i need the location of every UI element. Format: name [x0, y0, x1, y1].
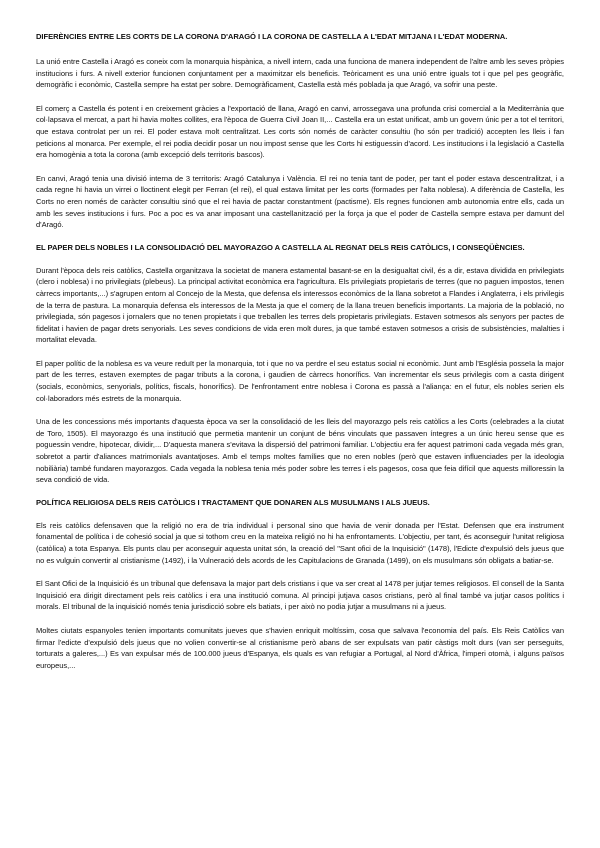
section-heading: EL PAPER DELS NOBLES I LA CONSOLIDACIÓ DEL MAYORAZGO A CASTELLA AL REGNAT DELS REIS CATÒLICS, I CONSEQÜÈNCIES. [36, 242, 525, 252]
paragraph: La unió entre Castella i Aragó es coneix com la monarquia hispànica, a nivell intern, cada una funciona de manera independent de l'altre amb les seves pròpies institucions i furs. A nivell exterior funcionen conjuntament per a maximitzar els beneficis. Teòricament es una unió entre iguals tot i que pel pes geogràfic, demogràfic i econòmic, Castella sempre ha estat per sobre. Demogràficament, Castella està més poblada ja que Aragó, va sofrir una peste. [36, 57, 564, 90]
paragraph: Durant l'època dels reis catòlics, Castella organitzava la societat de manera estamental basant-se en la desigualtat civil, és a dir, estava dividida en privilegiats (clero i noblesa) i no privilegiats (plebeus). La principal activitat econòmica era l'agricultura. Els privilegiats propietaris de terres (que no paguen impostos, tenen càrrecs importants,...) s'agrupen entorn al Concejo de la Mesta, que defensa els interessos econòmics de la llana sobretot a Flandes i Anglaterra, i els privilegis de la terra de pastura. La monarquia defensa els interessos de la Mesta ja que el comerç de la llana treuen beneficis importants. La majoria de la població, no privilegiada, són pagesos i jornalers que no tenen propietats i que treballen les terres dels propietaris privilegiats. Estaven sotmesos als senyors per pactes de fidelitat i havien de pagar drets senyorials. Les seves condicions de vida eren molt dures, ja que també estaven sotmesos a crisis de subsistències, malalties i mortalitat elevada. [36, 265, 564, 345]
paragraph: El comerç a Castella és potent i en creixement gràcies a l'exportació de llana, Aragó en canvi, arrossegava una profunda crisi comercial a la Mediterrània que col·lapsava el mercat, a part hi havia moltes collites, era l'època de Guerra Civil Joan II,... Castella era un estat unificat, amb un govern únic per a tot el territori, que estava controlat per un rei. El poder estava molt centralitzat. Les corts són només de caràcter consultiu (ho són per tradició) accepten les lleis i fan peticions al monarca. Per exemple, el rei podia decidir posar un nou impost sense que les Corts hi estiguessin d'acord. Les institucions i la legislació a Castella era homogènia a tota la corona (amb excepció dels territoris bascos). [36, 103, 564, 160]
paragraph: En canvi, Aragó tenia una divisió interna de 3 territoris: Aragó Catalunya i València. El rei no tenia tant de poder, per tant el poder estava descentralitzat, i a cada regne hi havia un virrei o lloctinent elegit per Ferran (el rei), el qual estava limitat per les corts (formades per l'alta noblesa). A diferència de Castella, les Corts no eren només de caràcter consultiu sinó que el rei havia de pactar constantment (pactisme). Els regnes funcionen amb autonomia entre ells, cada un amb les seves institucions i furs. Poc a poc es va anar imposant una castellanització per la força ja que el poder de Castella sempre estava per damunt del d'Aragó. [36, 173, 564, 230]
paragraph: Els reis catòlics defensaven que la religió no era de tria individual i personal sino que havia de venir donada per l'Estat. Defensen que era instrument fonamental de política i de cohesió social ja que si tothom creu en la mateixa religió no hi ha enfrontaments. L'objectiu, per tant, és aconseguir l'unitat religiosa (catòlica) a tota Espanya. Els punts clau per aconseguir aquesta unitat són, la creació del "Sant ofici de la Inquisició" (1478), l'Edicte d'expulsió dels jueus que no es vulguin convertir al cristianisme (1492), i la Vulneració dels acords de les Capitulacions de Granada (1499), on els musulmans són obligats a batiar-se. [36, 520, 564, 565]
paragraph: El paper polític de la noblesa es va veure reduït per la monarquia, tot i que no va perdre el seu estatus social ni econòmic. Junt amb l'Església posseïa la major part de les terres, estaven exemptes de pagar tributs a la corona, i gaudien de càrrecs honorífics. Van incrementar els seus privilegis com a casta dirigent (socials, econòmics, senyorials, polítics, fiscals, honorífics). De l'enfrontament entre noblesa i Corona es passà a l'aliança: en el futur, els nobles serien els col·laboradors més estrets de la monarquia. [36, 358, 564, 403]
paragraph: El Sant Ofici de la Inquisició és un tribunal que defensava la major part dels cristians i que va ser creat al 1478 per jutjar temes religiosos. El consell de la Santa Inquisició era dirigit directament pels reis catòlics i era una institució comuna. Al principi jutjava casos cristians, però al final també va jutjar casos polítics i morals. El tribunal de la inquisició només tenia jurisdicció sobre els batiats, i per això no podia jutjar a musulmans ni a jueus. [36, 579, 564, 612]
paragraph: Moltes ciutats espanyoles tenien importants comunitats jueves que s'havien enriquit moltíssim, cosa que salvava l'economia del país. Els Reis Catòlics van firmar l'edicte d'expulsió dels jueus que no volien convertir-se al cristianisme però abans de ser expulsats van patir càstigs molt durs (van ser perseguits, torturats a galeres,...) Es van expulsar més de 100.000 jueus d'Espanya, els quals es van refugiar a Portugal, al Nord d'Àfrica, l'imperi otomà, i alguns països europeus,... [36, 625, 564, 670]
document-title: DIFERÈNCIES ENTRE LES CORTS DE LA CORONA D'ARAGÓ I LA CORONA DE CASTELLA A L'EDAT MITJANA I L'EDAT MODERNA. [36, 32, 508, 41]
paragraph: Una de les concessions més importants d'aquesta època va ser la consolidació de les lleis del mayorazgo pels reis catòlics a les Corts (celebrades a la ciutat de Toro, 1505). El mayorazgo és una institució que permetia mantenir un conjunt de béns vinculats que passaven íntegres a un únic hereu sense que es poguessin vendre, hipotecar, dividir,... D'aquesta manera s'evitava la dispersió del patrimoni familiar. L'objectiu era fer aquest patrimoni cada vegada més gran, sobretot a partir d'aliances matrimonials avantatjoses. Amb el temps moltes famílies que no eren nobles (però que estaven influenciades per la ideologia nobiliària) també fundaren mayorazgos. Cada vegada la noblesa tenia més poder sobre les terres i els pagesos, cosa que feia difícil que aquests milloressin la seva condició de vida. [36, 417, 564, 485]
section-heading: POLÍTICA RELIGIOSA DELS REIS CATÒLICS I TRACTAMENT QUE DONAREN ALS MUSULMANS I ALS JUEUS. [36, 497, 430, 507]
